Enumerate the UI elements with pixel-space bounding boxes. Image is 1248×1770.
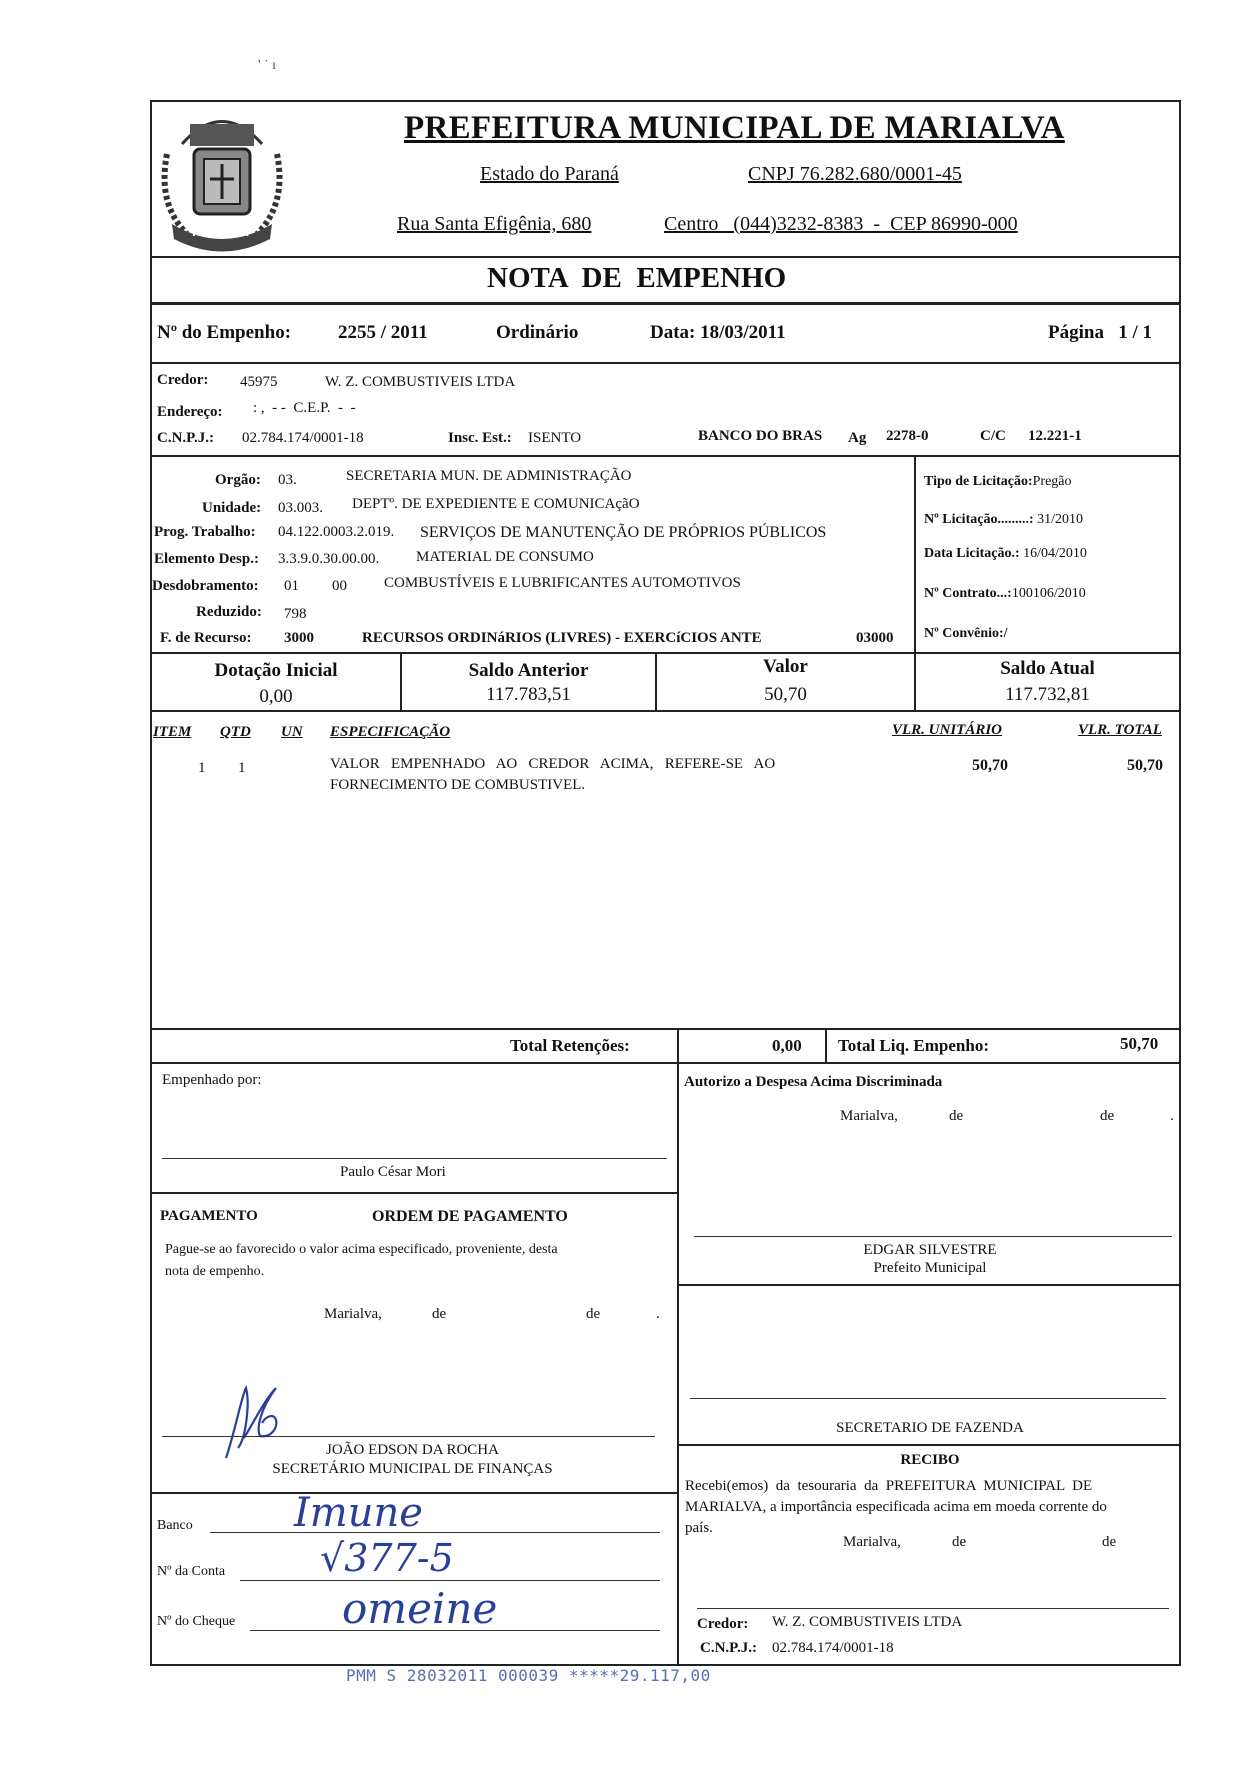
banco-label: Banco (157, 1518, 193, 1533)
recibo-credor-value: W. Z. COMBUSTIVEIS LTDA (772, 1614, 963, 1630)
cc-label: C/C (980, 428, 1006, 444)
item-qtd: 1 (238, 760, 246, 776)
empenhado-label: Empenhado por: (162, 1072, 262, 1088)
cnpj-header: CNPJ 76.282.680/0001-45 (748, 163, 962, 185)
liq-empenho-label: Total Liq. Empenho: (838, 1036, 989, 1055)
divider (677, 1284, 1181, 1286)
reduzido-value: 798 (284, 606, 307, 622)
divider (825, 1028, 827, 1062)
credor-name: W. Z. COMBUSTIVEIS LTDA (325, 374, 516, 390)
desdob-label: Desdobramento: (152, 578, 259, 594)
conta-label: Nº da Conta (157, 1564, 226, 1579)
coat-of-arms-text: MARIALVA (192, 228, 249, 239)
cheque-label: Nº do Cheque (157, 1614, 236, 1629)
insc-value: ISENTO (528, 430, 582, 446)
desdob-desc: COMBUSTÍVEIS E LUBRIFICANTES AUTOMOTIVOS (384, 575, 741, 591)
divider (150, 362, 1181, 364)
banco-handwritten: Imune (294, 1490, 423, 1536)
pagamento-label: PAGAMENTO (160, 1208, 258, 1224)
divider (150, 1062, 1181, 1064)
recibo-cnpj-label: C.N.P.J.: (700, 1640, 757, 1656)
state-label: Estado do Paraná (480, 163, 619, 185)
page-title: PREFEITURA MUNICIPAL DE MARIALVA (404, 110, 1065, 146)
secretario-role: SECRETÁRIO MUNICIPAL DE FINANÇAS (272, 1461, 553, 1477)
orgao-desc: SECRETARIA MUN. DE ADMINISTRAÇÃO (346, 468, 632, 484)
autorizo-de2: de (1100, 1108, 1115, 1124)
divider (150, 710, 1181, 712)
licitacao-contrato: Nº Contrato...:100106/2010 (924, 586, 1086, 601)
empenho-number: 2255 / 2011 (338, 322, 428, 343)
retencoes-label: Total Retenções: (510, 1036, 630, 1055)
pagamento-de2: de (586, 1306, 601, 1322)
empenhado-name: Paulo César Mori (340, 1164, 446, 1180)
divider (914, 455, 916, 652)
insc-label: Insc. Est.: (448, 430, 512, 446)
dotacao-inicial-value: 0,00 (259, 686, 293, 707)
autorizo-de1: de (949, 1108, 964, 1124)
saldo-anterior-label: Saldo Anterior (468, 660, 589, 681)
divider (150, 455, 1181, 457)
desdob-code1: 01 (284, 578, 299, 594)
col-vlr-total: VLR. TOTAL (1078, 722, 1162, 738)
fonte-desc: RECURSOS ORDINáRIOS (LIVRES) - EXERCíCIOS ANTE (362, 630, 762, 646)
recibo-title: RECIBO (900, 1452, 960, 1468)
banco-name: BANCO DO BRAS (698, 428, 823, 444)
col-item: ITEM (153, 724, 192, 740)
prog-desc: SERVIÇOS DE MANUTENÇÃO DE PRÓPRIOS PÚBLICOS (420, 524, 827, 541)
autorizo-place: Marialva, (840, 1108, 898, 1124)
divider (677, 1444, 1181, 1446)
autorizo-dot: . (1170, 1108, 1174, 1124)
item-number: 1 (198, 760, 206, 776)
contact-label: Centro (044)3232-8383 - CEP 86990-000 (664, 213, 1018, 235)
item-desc-line2: FORNECIMENTO DE COMBUSTIVEL. (330, 777, 586, 793)
endereco-value: : , - - C.E.P. - - (253, 400, 356, 416)
licitacao-numero: Nº Licitação.........: 31/2010 (924, 512, 1083, 527)
cnpj-value: 02.784.174/0001-18 (242, 430, 364, 446)
pagamento-place: Marialva, (324, 1306, 382, 1322)
divider (150, 1028, 1181, 1030)
signature-line (697, 1608, 1169, 1609)
saldo-atual-value: 117.732,81 (1005, 684, 1090, 705)
recibo-de2: de (1102, 1534, 1117, 1550)
valor-value: 50,70 (764, 684, 807, 705)
cheque-handwritten: omeine (342, 1584, 498, 1633)
pagamento-text-line2: nota de empenho. (165, 1264, 265, 1279)
payment-stamp: PMM S 28032011 000039 *****29.117,00 (346, 1666, 711, 1685)
divider (677, 1062, 679, 1666)
recibo-text-line2: MARIALVA, a importância especificada acima em moeda corrente do (685, 1499, 1107, 1515)
fazenda-label: SECRETARIO DE FAZENDA (836, 1420, 1024, 1436)
pagamento-de1: de (432, 1306, 447, 1322)
orgao-code: 03. (278, 472, 297, 488)
licitacao-tipo: Tipo de Licitação:Pregão (924, 474, 1072, 489)
empenho-type: Ordinário (496, 322, 579, 343)
signature-line (694, 1236, 1172, 1237)
elemento-desc: MATERIAL DE CONSUMO (416, 549, 594, 565)
recibo-text-line1: Recebi(emos) da tesouraria da PREFEITURA MUNICIPAL DE (685, 1478, 1093, 1494)
ag-label: Ag (848, 430, 867, 446)
prog-label: Prog. Trabalho: (154, 524, 256, 540)
prog-code: 04.122.0003.2.019. (278, 524, 395, 540)
fonte-label: F. de Recurso: (160, 630, 252, 646)
signature-line (690, 1398, 1166, 1399)
saldo-atual-label: Saldo Atual (1000, 658, 1095, 679)
col-un: UN (281, 724, 303, 740)
valor-label: Valor (763, 656, 808, 677)
stray-marks: ' ˙ ı (258, 58, 277, 73)
dotacao-inicial-label: Dotação Inicial (214, 660, 338, 681)
divider (150, 302, 1181, 305)
signature-line (162, 1158, 667, 1159)
elemento-code: 3.3.9.0.30.00.00. (278, 551, 380, 567)
pagamento-text-line1: Pague-se ao favorecido o valor acima especificado, proveniente, desta (165, 1242, 558, 1257)
unidade-code: 03.003. (278, 500, 323, 516)
unidade-desc: DEPTº. DE EXPEDIENTE E COMUNICAçãO (352, 496, 640, 512)
coat-of-arms (152, 104, 292, 254)
pagamento-dot: . (656, 1306, 660, 1322)
reduzido-label: Reduzido: (196, 604, 262, 620)
signature-line (162, 1436, 655, 1437)
prefeito-name: EDGAR SILVESTRE (863, 1242, 997, 1258)
recibo-de1: de (952, 1534, 967, 1550)
saldo-anterior-value: 117.783,51 (486, 684, 571, 705)
fonte-code: 3000 (284, 630, 314, 646)
divider (677, 1028, 679, 1062)
empenho-label: Nº do Empenho: (157, 322, 292, 343)
col-qtd: QTD (220, 724, 251, 740)
cc-value: 12.221-1 (1028, 428, 1082, 444)
ag-value: 2278-0 (886, 428, 929, 444)
conta-handwritten: √377-5 (320, 1536, 454, 1580)
col-especificacao: ESPECIFICAÇÃO (330, 724, 451, 740)
unidade-label: Unidade: (202, 500, 262, 516)
orgao-label: Orgão: (215, 472, 261, 488)
ordem-pagamento-label: ORDEM DE PAGAMENTO (372, 1208, 568, 1225)
retencoes-value: 0,00 (772, 1036, 802, 1055)
liq-empenho-value: 50,70 (1120, 1034, 1159, 1053)
credor-label: Credor: (157, 372, 209, 388)
page-number: Página 1 / 1 (1048, 322, 1152, 343)
item-vlr-unitario: 50,70 (972, 757, 1008, 774)
col-vlr-unitario: VLR. UNITÁRIO (892, 722, 1003, 738)
banco-line (210, 1532, 660, 1533)
address-label: Rua Santa Efigênia, 680 (397, 213, 592, 235)
recibo-cnpj-value: 02.784.174/0001-18 (772, 1640, 894, 1656)
desdob-code2: 00 (332, 578, 347, 594)
secretario-name: JOÃO EDSON DA ROCHA (326, 1442, 499, 1458)
endereco-label: Endereço: (157, 404, 223, 420)
fonte-code2: 03000 (856, 630, 894, 646)
conta-line (240, 1580, 660, 1581)
recibo-credor-label: Credor: (697, 1616, 749, 1632)
recibo-place: Marialva, (843, 1534, 901, 1550)
autorizo-label: Autorizo a Despesa Acima Discriminada (684, 1074, 943, 1090)
elemento-label: Elemento Desp.: (154, 551, 259, 567)
divider (150, 1192, 677, 1194)
empenho-date: Data: 18/03/2011 (650, 322, 786, 343)
cnpj-label: C.N.P.J.: (157, 430, 214, 446)
prefeito-role: Prefeito Municipal (873, 1260, 987, 1276)
divider (150, 256, 1181, 258)
recibo-text-line3: país. (685, 1520, 713, 1536)
credor-code: 45975 (240, 374, 278, 390)
document-title: NOTA DE EMPENHO (487, 262, 787, 294)
item-vlr-total: 50,70 (1127, 757, 1163, 774)
licitacao-convenio: Nº Convênio:/ (924, 626, 1008, 641)
item-desc-line1: VALOR EMPENHADO AO CREDOR ACIMA, REFERE-SE AO (330, 756, 776, 772)
licitacao-data: Data Licitação.: 16/04/2010 (924, 546, 1087, 561)
divider (150, 652, 1181, 654)
